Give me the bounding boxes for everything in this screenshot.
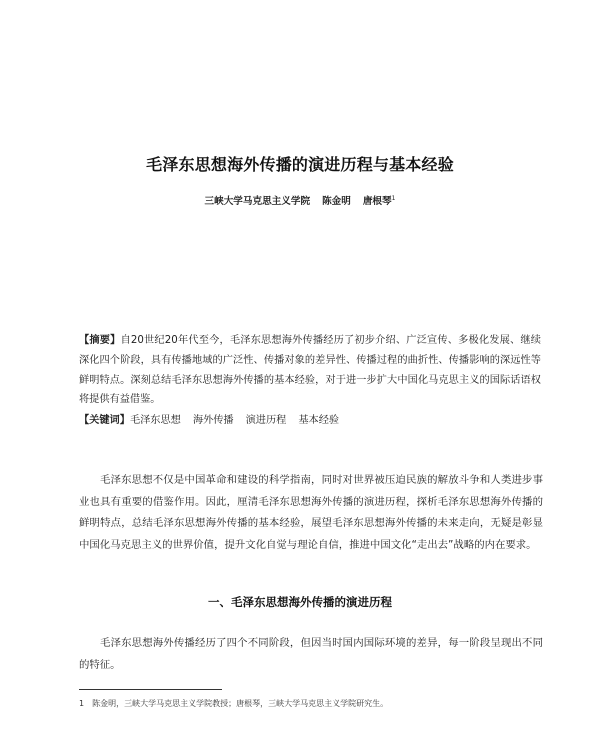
footnote: [79, 698, 549, 709]
keyword: 演进历程: [245, 415, 287, 426]
author-name: 陈金明: [322, 196, 351, 207]
intro-paragraph: 毛泽东思想不仅是中国革命和建设的科学指南，同时对世界被压迫民族的解放斗争和人类进步事业也具有重要的借鉴作用。因此，厘清毛泽东思想海外传播的演进历程，探析毛泽东思想海外传播的鲜明特点，总结毛泽东思想海外传播的基本经验，展望毛泽东思想海外传播的未来走向，无疑是彰显中国化马克思主义的世界价值，提升文化自觉与理论自信，推进中国文化“走出去”战略的内在要求。: [79, 474, 543, 551]
keywords-label: 【关键词】: [79, 415, 130, 426]
author-name: 唐根琴: [362, 196, 392, 207]
abstract-label: 【摘要】: [79, 335, 121, 346]
section-paragraph: 毛泽东思想海外传播经历了四个不同阶段，但因当时国内国际环境的差异，每一阶段呈现出不同的特征。: [79, 637, 543, 671]
paper-title: 毛泽东思想海外传播的演进历程与基本经验: [146, 155, 454, 174]
author-line: [0, 193, 600, 207]
keywords: [79, 412, 541, 430]
footnote-marker: 1: [391, 194, 396, 202]
footnote-divider: [79, 689, 222, 690]
abstract-text: 自20世纪20年代至今，毛泽东思想海外传播经历了初步介绍、广泛宣传、多极化发展、继续深化四个阶段，具有传播地域的广泛性、传播对象的差异性、传播过程的曲折性、传播影响的深远性等鲜明特点。深刻总结毛泽东思想海外传播的基本经验，对于进一步扩大中国化马克思主义的国际话语权将提供有益借鉴。: [79, 335, 541, 406]
footnote-number: 1: [79, 699, 85, 708]
affiliation: 三峡大学马克思主义学院: [204, 196, 311, 207]
keyword: 海外传播: [192, 415, 234, 426]
footnote-text: 陈金明，三峡大学马克思主义学院教授；唐根琴，三峡大学马克思主义学院研究生。: [92, 699, 389, 708]
abstract: [79, 331, 541, 410]
section-heading: 一、毛泽东思想海外传播的演进历程: [208, 595, 392, 609]
keyword: 基本经验: [298, 415, 340, 426]
keyword: 毛泽东思想: [129, 415, 181, 426]
